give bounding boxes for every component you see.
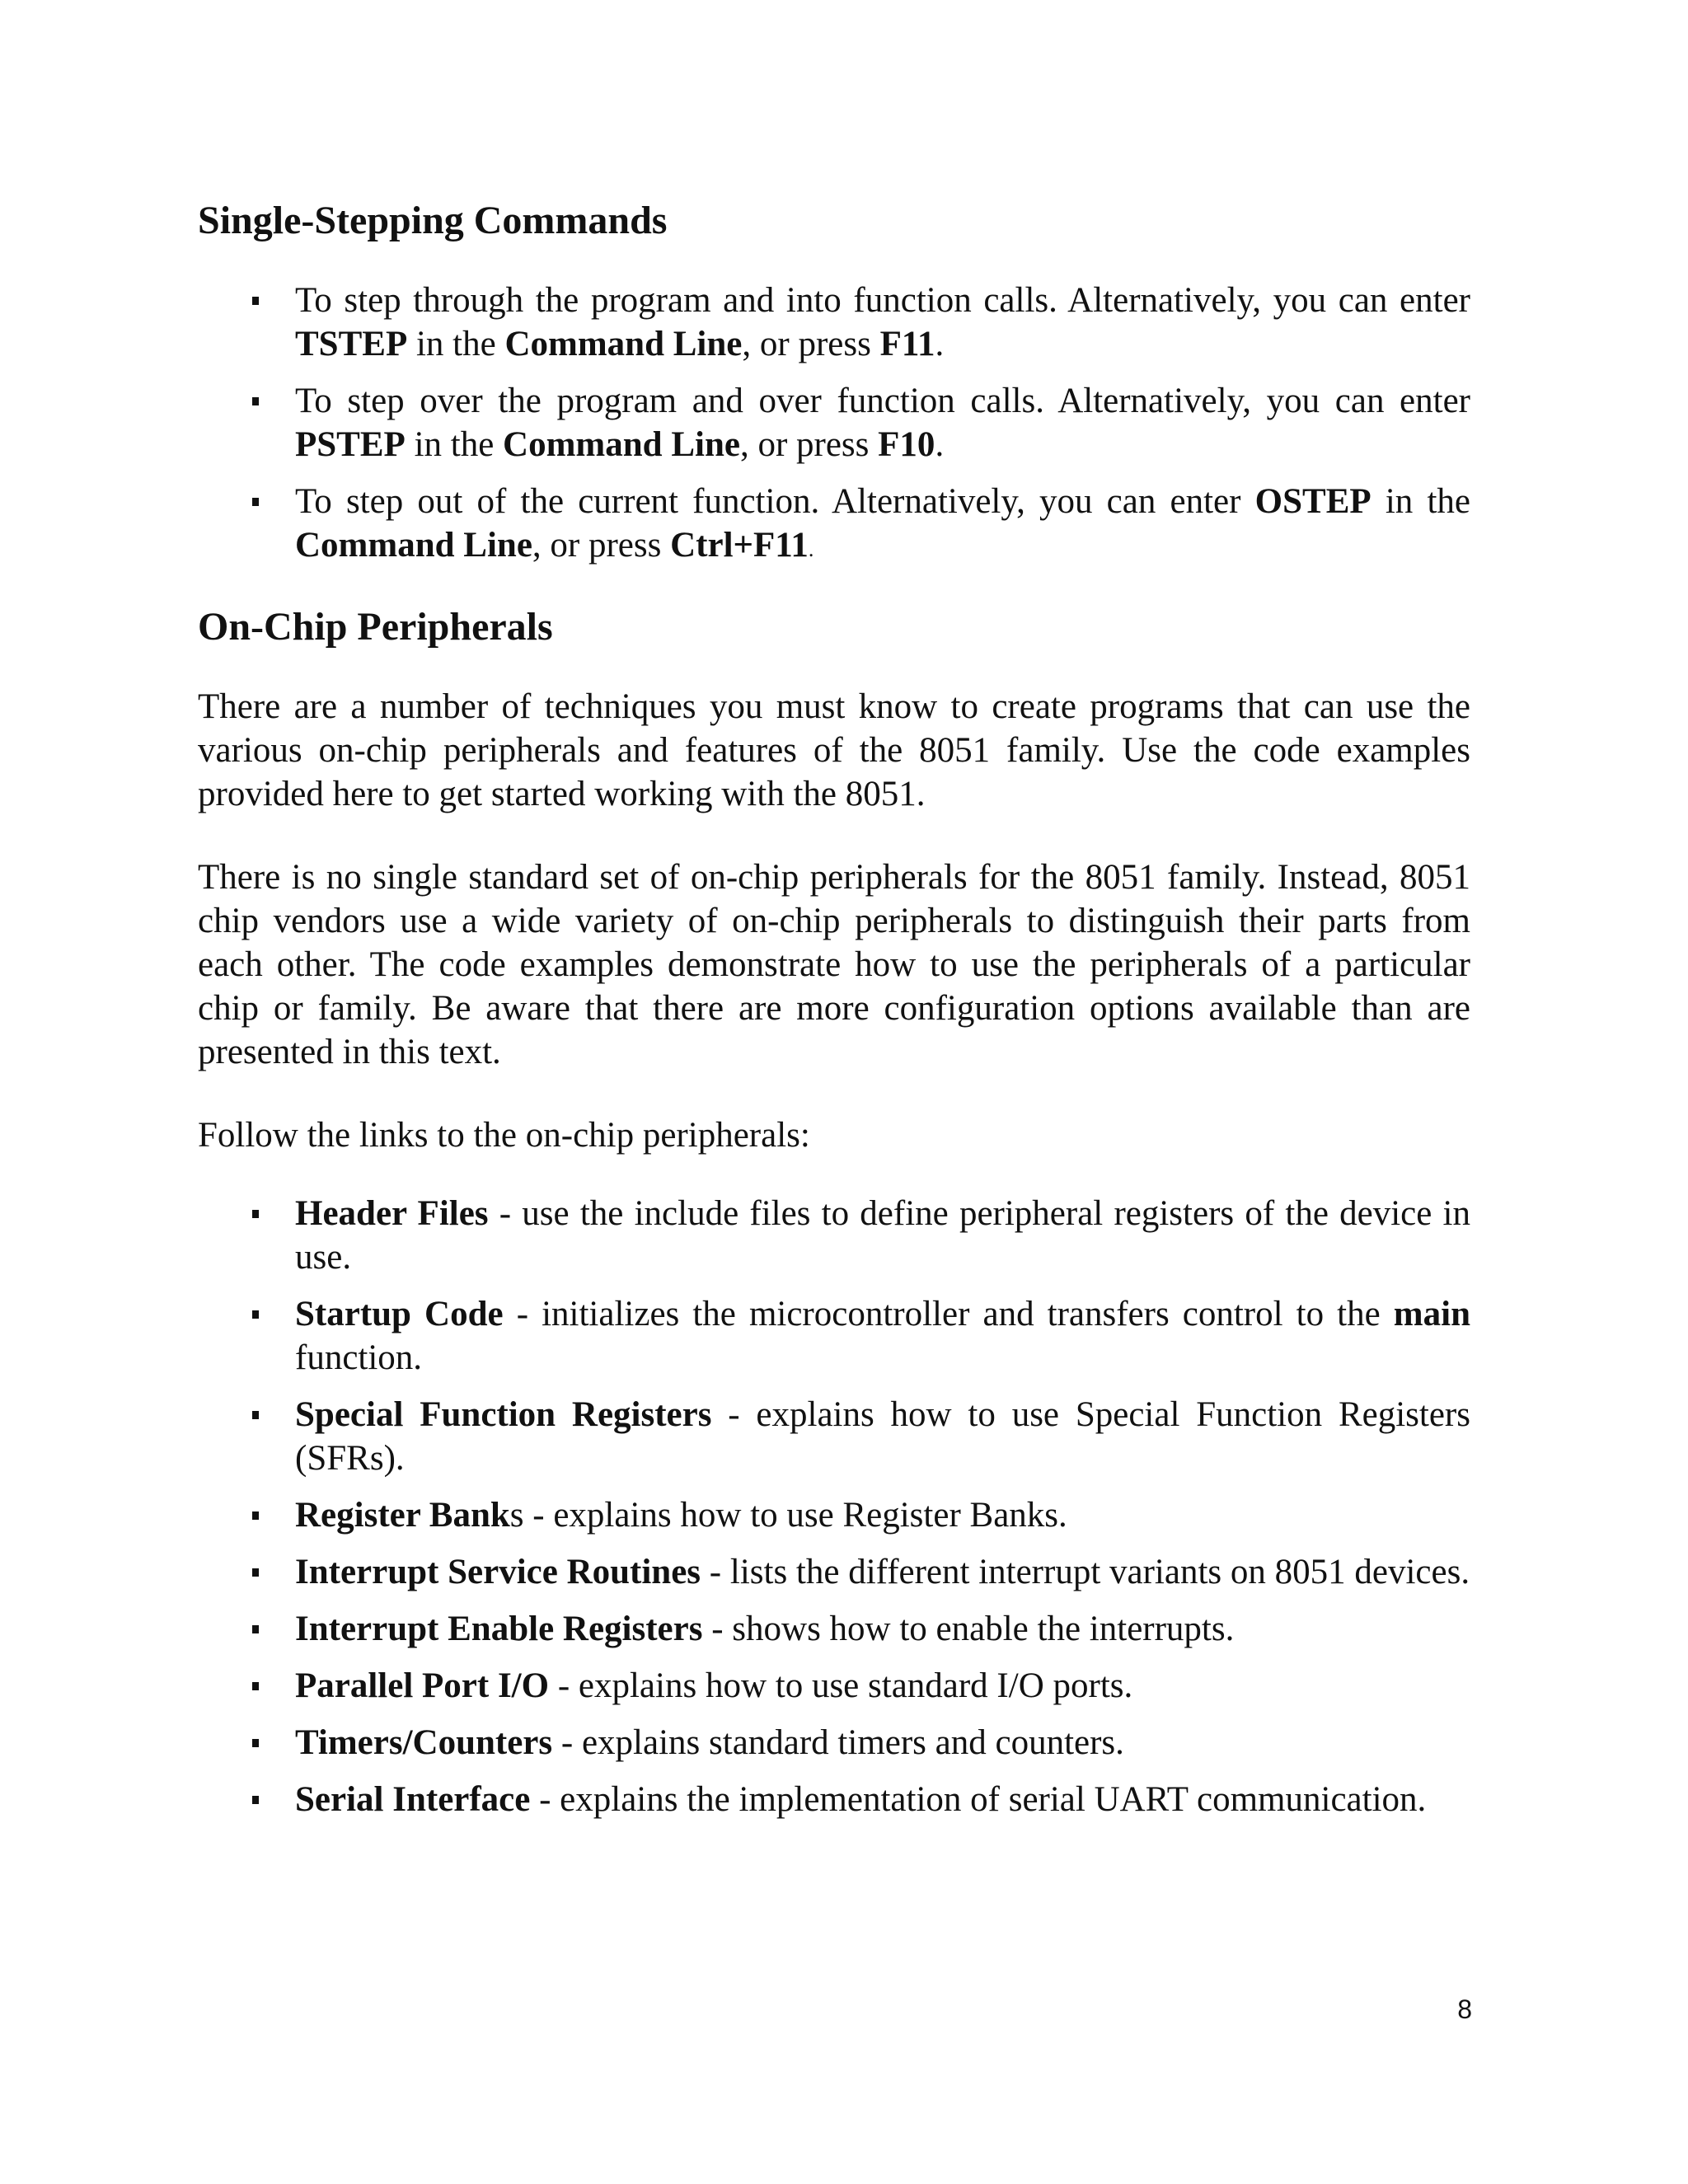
link-header-files[interactable]: Header Files: [295, 1194, 489, 1233]
shortcut-key: F10: [878, 425, 935, 464]
document-page: [198, 198, 1470, 1835]
bullet-icon: [252, 1511, 259, 1520]
intro-paragraph: There are a number of techniques you must know to create programs that can use the various on-chip peripherals and features of the 8051 family. Use the code examples provided here to get started working with the 8051.: [198, 687, 1470, 813]
list-item: To step over the program and over function calls. Alternatively, you can enter PSTEP in the Command Line, or press F10.: [198, 379, 1470, 466]
list-item: To step through the program and into function calls. Alternatively, you can enter TSTEP in the Command Line, or press F11.: [198, 279, 1470, 366]
section-title-single-stepping: Single-Stepping Commands: [198, 199, 668, 242]
bullet-icon: [252, 1411, 259, 1419]
link-register-banks-tail: s: [509, 1496, 524, 1535]
link-interrupt-service-routines[interactable]: Interrupt Service Routines: [295, 1553, 701, 1591]
link-startup-code[interactable]: Startup Code: [295, 1295, 504, 1333]
list-item: Header Files - use the include files to define peripheral registers of the device in use.: [198, 1192, 1470, 1279]
command-keyword: TSTEP: [295, 325, 408, 363]
command-line-label: Command Line: [504, 325, 743, 363]
bullet-icon: [252, 297, 259, 305]
command-line-label: Command Line: [295, 526, 532, 565]
link-register-banks[interactable]: Register Bank: [295, 1496, 510, 1535]
list-item: Interrupt Service Routines - lists the different interrupt variants on 8051 devices.: [198, 1550, 1470, 1594]
list-item: Parallel Port I/O - explains how to use standard I/O ports.: [198, 1664, 1470, 1708]
link-serial-interface[interactable]: Serial Interface: [295, 1780, 531, 1819]
command-keyword: PSTEP: [295, 425, 406, 464]
bullet-icon: [252, 1625, 259, 1633]
page-number: 8: [1457, 1994, 1472, 2024]
bullet-icon: [252, 1568, 259, 1577]
section-title-on-chip-peripherals: On-Chip Peripherals: [198, 605, 553, 649]
list-item: To step out of the current function. Alternatively, you can enter OSTEP in the Command Line, or press Ctrl+F11.: [198, 480, 1470, 571]
list-item: Startup Code - initializes the microcontroller and transfers control to the main function.: [198, 1292, 1470, 1380]
list-item: Timers/Counters - explains standard timers and counters.: [198, 1721, 1470, 1765]
follow-links-paragraph: Follow the links to the on-chip peripherals:: [198, 1116, 810, 1155]
bullet-icon: [252, 1682, 259, 1690]
vendors-paragraph: There is no single standard set of on-chip peripherals for the 8051 family. Instead, 8051 chip vendors use a wide variety of on-chip peripherals to distinguish their parts from each other. The code examples demonstrate how to use the peripherals of a particular chip or family. Be aware that there are more configuration options available than are presented in this text.: [198, 858, 1470, 1071]
command-keyword: OSTEP: [1254, 482, 1372, 521]
main-function-keyword: main: [1393, 1295, 1470, 1333]
bullet-icon: [252, 397, 259, 405]
bullet-icon: [252, 498, 259, 506]
link-special-function-registers[interactable]: Special Function Registers: [295, 1395, 712, 1434]
link-parallel-port-io[interactable]: Parallel Port I/O: [295, 1666, 550, 1705]
stepping-commands-list: [198, 279, 1470, 571]
bullet-icon: [252, 1310, 259, 1319]
peripherals-links-list: [198, 1192, 1470, 1821]
list-item: Interrupt Enable Registers - shows how to enable the interrupts.: [198, 1607, 1470, 1651]
bullet-icon: [252, 1739, 259, 1747]
list-item: Serial Interface - explains the implementation of serial UART communication.: [198, 1778, 1470, 1821]
command-line-label: Command Line: [503, 425, 740, 464]
list-item: Special Function Registers - explains how to use Special Function Registers (SFRs).: [198, 1393, 1470, 1480]
link-interrupt-enable-registers[interactable]: Interrupt Enable Registers: [295, 1610, 703, 1648]
bullet-icon: [252, 1210, 259, 1218]
bullet-icon: [252, 1796, 259, 1804]
link-timers-counters[interactable]: Timers/Counters: [295, 1723, 553, 1762]
shortcut-key: F11: [879, 325, 935, 363]
list-item: Register Banks - explains how to use Register Banks.: [198, 1493, 1470, 1537]
shortcut-key: Ctrl+F11: [670, 526, 809, 565]
